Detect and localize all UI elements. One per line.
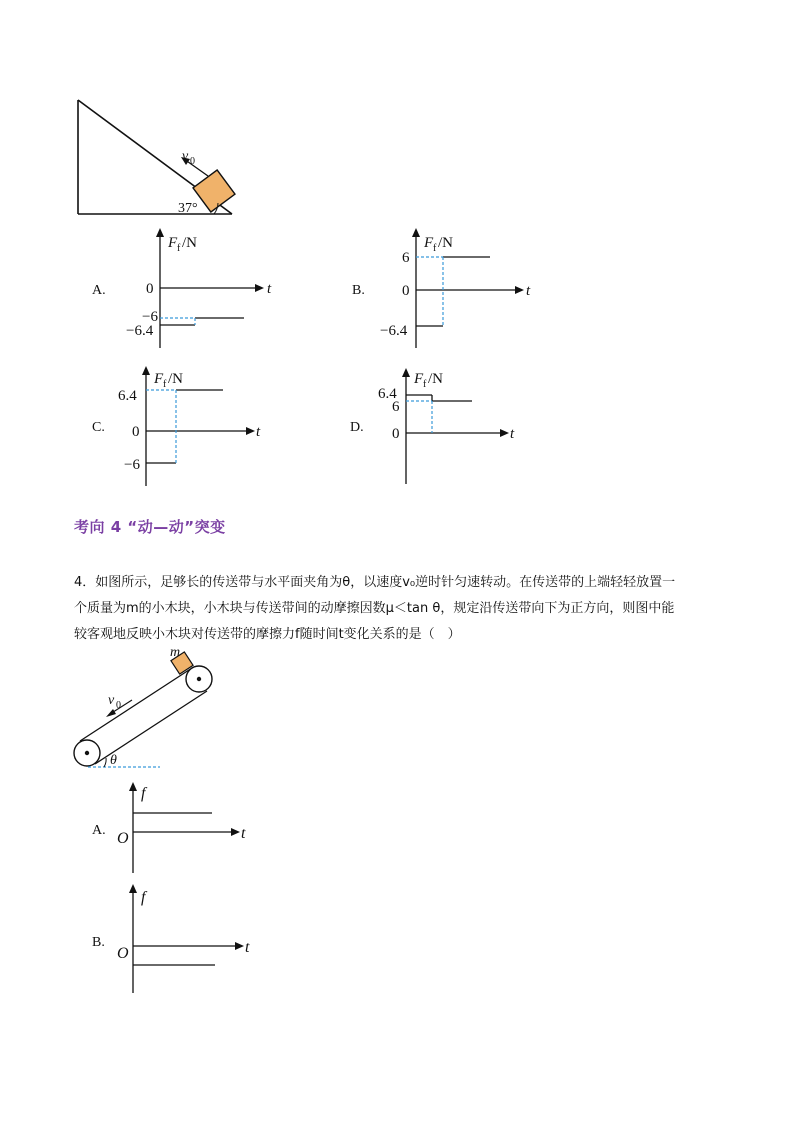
option-b-label: B. xyxy=(352,283,365,298)
velocity-subscript: 0 xyxy=(190,156,195,167)
section-title: 考向 4 “动—动”突变 xyxy=(74,518,226,536)
question-number: 4． xyxy=(74,575,96,590)
time-axis-label: t xyxy=(267,281,272,297)
tick-6: 6 xyxy=(402,250,410,266)
tick-zero: 0 xyxy=(402,283,410,299)
mass-label: m xyxy=(170,645,181,660)
question-4 xyxy=(74,570,734,648)
option-a-label: A. xyxy=(92,283,106,298)
tick-6-4: 6.4 xyxy=(378,386,397,402)
tick-6: 6 xyxy=(392,399,400,415)
option-c-label: C. xyxy=(92,420,105,435)
force-axis-subscript: f xyxy=(433,243,437,254)
tick-6-4: 6.4 xyxy=(118,388,137,404)
question-4-line-3: 较客观地反映小木块对传送带的摩擦力f随时间t变化关系的是（ ） xyxy=(74,627,461,642)
f-axis-label: f xyxy=(141,889,146,906)
question-4-line-1: 4．如图所示，足够长的传送带与水平面夹角为θ，以速度v₀逆时针匀速转动。在传送带的上端轻轻放置一 xyxy=(74,575,676,590)
force-axis-unit: /N xyxy=(182,235,197,251)
q4-graph-b xyxy=(108,878,258,996)
force-axis-label: F xyxy=(168,235,178,251)
graph-d xyxy=(366,360,536,490)
graph-a xyxy=(120,222,290,352)
t-axis-label: t xyxy=(245,939,250,956)
graph-c xyxy=(106,360,276,490)
time-axis-label: t xyxy=(256,424,261,440)
force-axis-label: F xyxy=(424,235,434,251)
graph-b xyxy=(376,222,546,352)
velocity-subscript: 0 xyxy=(116,700,121,711)
force-axis-label: F xyxy=(414,371,424,387)
origin-label: O xyxy=(117,945,129,962)
option-d-label: D. xyxy=(350,420,364,435)
force-axis-unit: /N xyxy=(428,371,443,387)
origin-label: O xyxy=(117,830,129,847)
angle-label: 37° xyxy=(178,201,198,216)
block xyxy=(193,170,235,212)
question-4-line-2: 个质量为m的小木块，小木块与传送带间的动摩擦因数μ＜tan θ，规定沿传送带向下为正方向，则图中能 xyxy=(74,601,675,616)
tick-zero: 0 xyxy=(132,424,140,440)
tick-zero: 0 xyxy=(146,281,154,297)
time-axis-label: t xyxy=(526,283,531,299)
force-axis-subscript: f xyxy=(163,379,167,390)
time-axis-label: t xyxy=(510,426,515,442)
velocity-label: v xyxy=(182,149,189,164)
tick-neg6-4: −6.4 xyxy=(126,323,154,339)
force-axis-unit: /N xyxy=(438,235,453,251)
angle-label: θ xyxy=(110,753,117,768)
tick-neg6: −6 xyxy=(124,457,140,473)
q4-option-b-label: B. xyxy=(92,935,105,950)
q4-graph-a xyxy=(108,776,258,876)
force-axis-unit: /N xyxy=(168,371,183,387)
tick-neg6-4: −6.4 xyxy=(380,323,408,339)
force-axis-subscript: f xyxy=(423,379,427,390)
q4-option-a-label: A. xyxy=(92,823,106,838)
tick-zero: 0 xyxy=(392,426,400,442)
force-axis-label: F xyxy=(154,371,164,387)
tick-neg6: −6 xyxy=(142,309,158,325)
incline-figure xyxy=(60,90,260,225)
f-axis-label: f xyxy=(141,785,146,802)
t-axis-label: t xyxy=(241,825,246,842)
force-axis-subscript: f xyxy=(177,243,181,254)
velocity-label: v xyxy=(108,693,115,708)
conveyor-figure xyxy=(60,640,240,775)
